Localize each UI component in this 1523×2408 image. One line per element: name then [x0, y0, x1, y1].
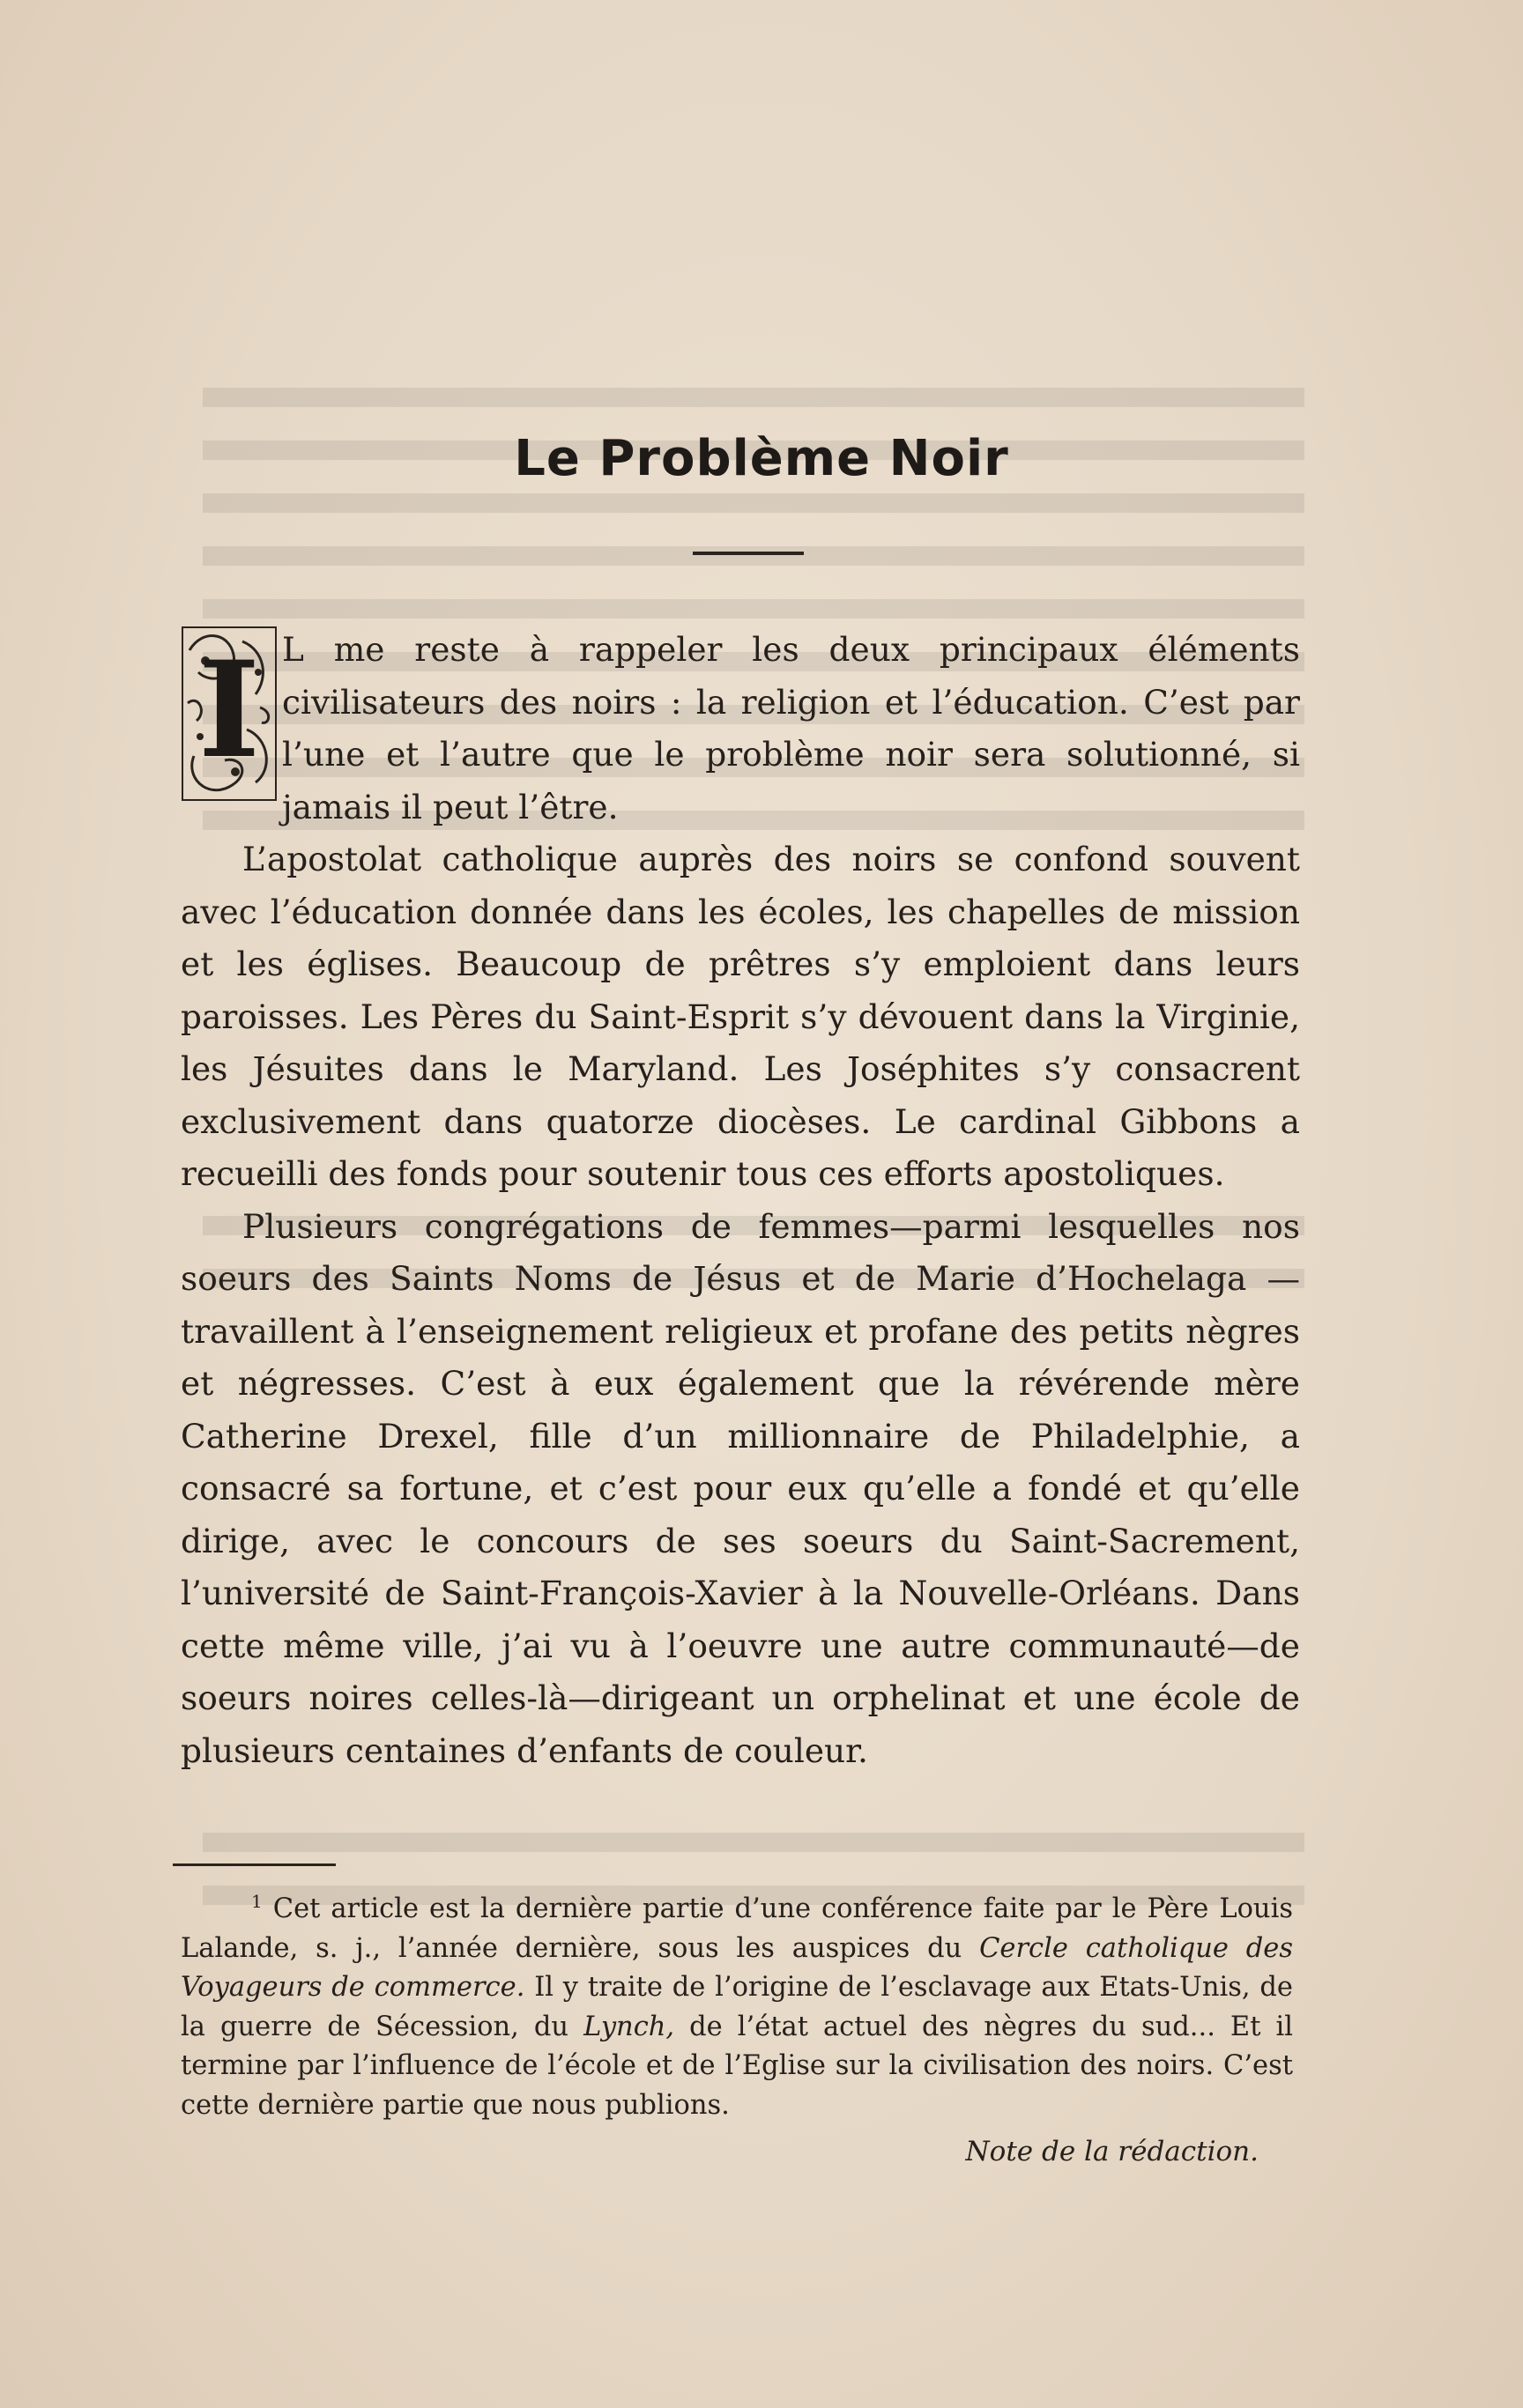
footnote-part-2: Il y traite de l’origine de l’esclavage aux Etats-Unis, de la guerre de Sécession, du: [181, 1972, 1293, 2042]
footnote-marker: 1: [251, 1890, 263, 1912]
svg-text:I: I: [197, 633, 261, 788]
paragraph-1: [181, 624, 1300, 834]
page-title: Le Problème Noir: [514, 430, 1009, 487]
footnote-part-1: Cet article est la dernière partie d’une conférence faite par le Père Louis Lalande, s. j., l’année dernière, sous les auspices du: [181, 1893, 1293, 1964]
title-divider: [693, 552, 804, 555]
paragraph-3: Plusieurs congrégations de femmes—parmi lesquelles nos soeurs des Saints Noms de Jésus et de Marie d’Hochelaga — travaillent à l’enseignement religieux et profane des petits nègres et négresses. C’est à eux également que la révérende mère Catherine Drexel, fille d’un millionnaire de Philadelphie, a consacré sa fortune, et c’est pour eux qu’elle a fondé et qu’elle dirige, avec le concours de ses soeurs du Saint-Sacrement, l’université de Saint-François-Xavier à la Nouvelle-Orléans. Dans cette même ville, j’ai vu à l’oeuvre une autre communauté—de soeurs noires celles-là—dirigeant un orphelinat et une école de plusieurs centaines d’enfants de couleur.: [181, 1206, 1300, 1770]
footnote-divider: [173, 1863, 336, 1866]
paragraph-2: L’apostolat catholique auprès des noirs se confond souvent avec l’éducation donnée dans les écoles, les chapelles de mission et les églises. Beaucoup de prêtres s’y emploient dans leurs paroisses. Les Pères du Saint-Esprit s’y dévouent dans la Virginie, les Jésuites dans le Maryland. Les Joséphites s’y consacrent exclusivement dans quatorze diocèses. Le cardinal Gibbons a recueilli des fonds pour soutenir tous ces efforts apostoliques.: [181, 840, 1300, 1193]
ornamental-dropcap: [181, 624, 282, 826]
footnote-italic-1: Cercle catholique des Voyageurs de commerce.: [181, 1932, 1293, 2003]
footnote-part-3: de l’état actuel des nègres du sud... Et il termine par l’influence de l’école et de l’Eglise sur la civilisation des noirs. C’est cette dernière partie que nous publions.: [181, 2011, 1293, 2121]
paragraph-1-text: L me reste à rappeler les deux principaux éléments civilisateurs des noirs : la religion et l’éducation. C’est par l’une et l’autre que le problème noir sera solutionné, si jamais il peut l’être.: [282, 630, 1300, 826]
editorial-signature: Note de la rédaction.: [965, 2136, 1259, 2167]
article-body: [181, 624, 1300, 1777]
dropcap-ornament-icon: [181, 624, 278, 804]
footnote: [181, 1890, 1293, 2125]
footnote-text: [181, 1890, 1293, 2125]
footnote-italic-2: Lynch,: [583, 2011, 675, 2042]
